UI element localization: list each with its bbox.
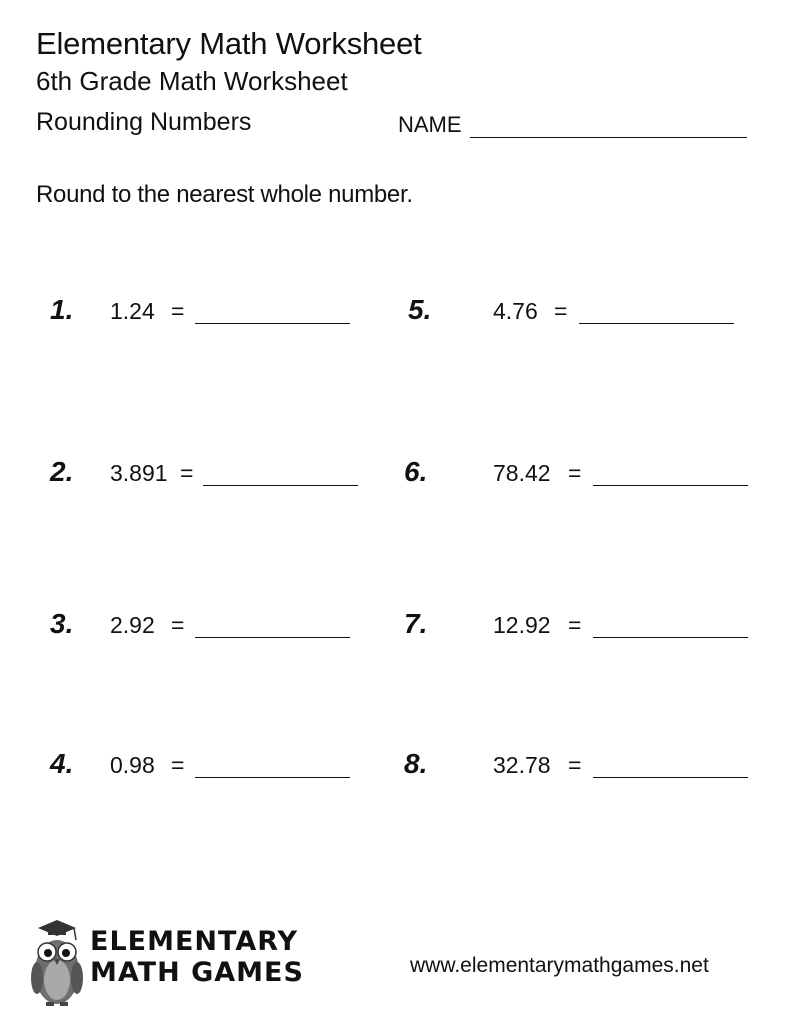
equals-sign: = [568,460,582,486]
equals-sign: = [568,612,582,638]
equals-sign: = [568,752,582,778]
problem-number: 1. [50,294,74,325]
equals-sign: = [171,298,185,324]
problem-item [404,608,748,648]
owl-mascot-icon [26,914,88,1010]
problem-number: 6. [404,456,428,487]
problem-item [50,748,370,788]
problem-expression: 32.78 [493,752,551,778]
problem-number: 4. [50,748,74,779]
instructions: Round to the nearest whole number. [36,181,413,208]
problem-expression: 2.92 [110,612,155,638]
worksheet-topic: Rounding Numbers [36,108,252,136]
answer-line[interactable] [579,323,734,324]
problem-number: 3. [50,608,74,639]
equals-sign: = [180,460,194,486]
name-field-line[interactable] [470,137,747,138]
name-label: NAME [398,112,462,137]
answer-line[interactable] [203,485,358,486]
problem-item [408,294,748,334]
answer-line[interactable] [195,777,350,778]
problem-item [50,294,370,334]
equals-sign: = [171,752,185,778]
logo-text-line1: ELEMENTARY [90,926,299,957]
answer-line[interactable] [593,777,748,778]
worksheet-subtitle: 6th Grade Math Worksheet [36,66,348,96]
logo-text-line2: MATH GAMES [90,957,304,988]
problem-expression: 4.76 [493,298,538,324]
answer-line[interactable] [593,637,748,638]
problem-expression: 78.42 [493,460,551,486]
answer-line[interactable] [195,637,350,638]
answer-line[interactable] [195,323,350,324]
answer-line[interactable] [593,485,748,486]
problem-item [50,608,370,648]
problem-expression: 3.891 [110,460,168,486]
problem-expression: 1.24 [110,298,155,324]
problem-number: 2. [50,456,74,487]
website-url: www.elementarymathgames.net [410,954,709,977]
problem-number: 5. [408,294,432,325]
problem-number: 7. [404,608,428,639]
problem-expression: 0.98 [110,752,155,778]
problem-item [404,456,748,496]
worksheet-title: Elementary Math Worksheet [36,26,422,61]
equals-sign: = [554,298,568,324]
problem-item [50,456,370,496]
problem-number: 8. [404,748,428,779]
problem-expression: 12.92 [493,612,551,638]
equals-sign: = [171,612,185,638]
problem-item [404,748,748,788]
